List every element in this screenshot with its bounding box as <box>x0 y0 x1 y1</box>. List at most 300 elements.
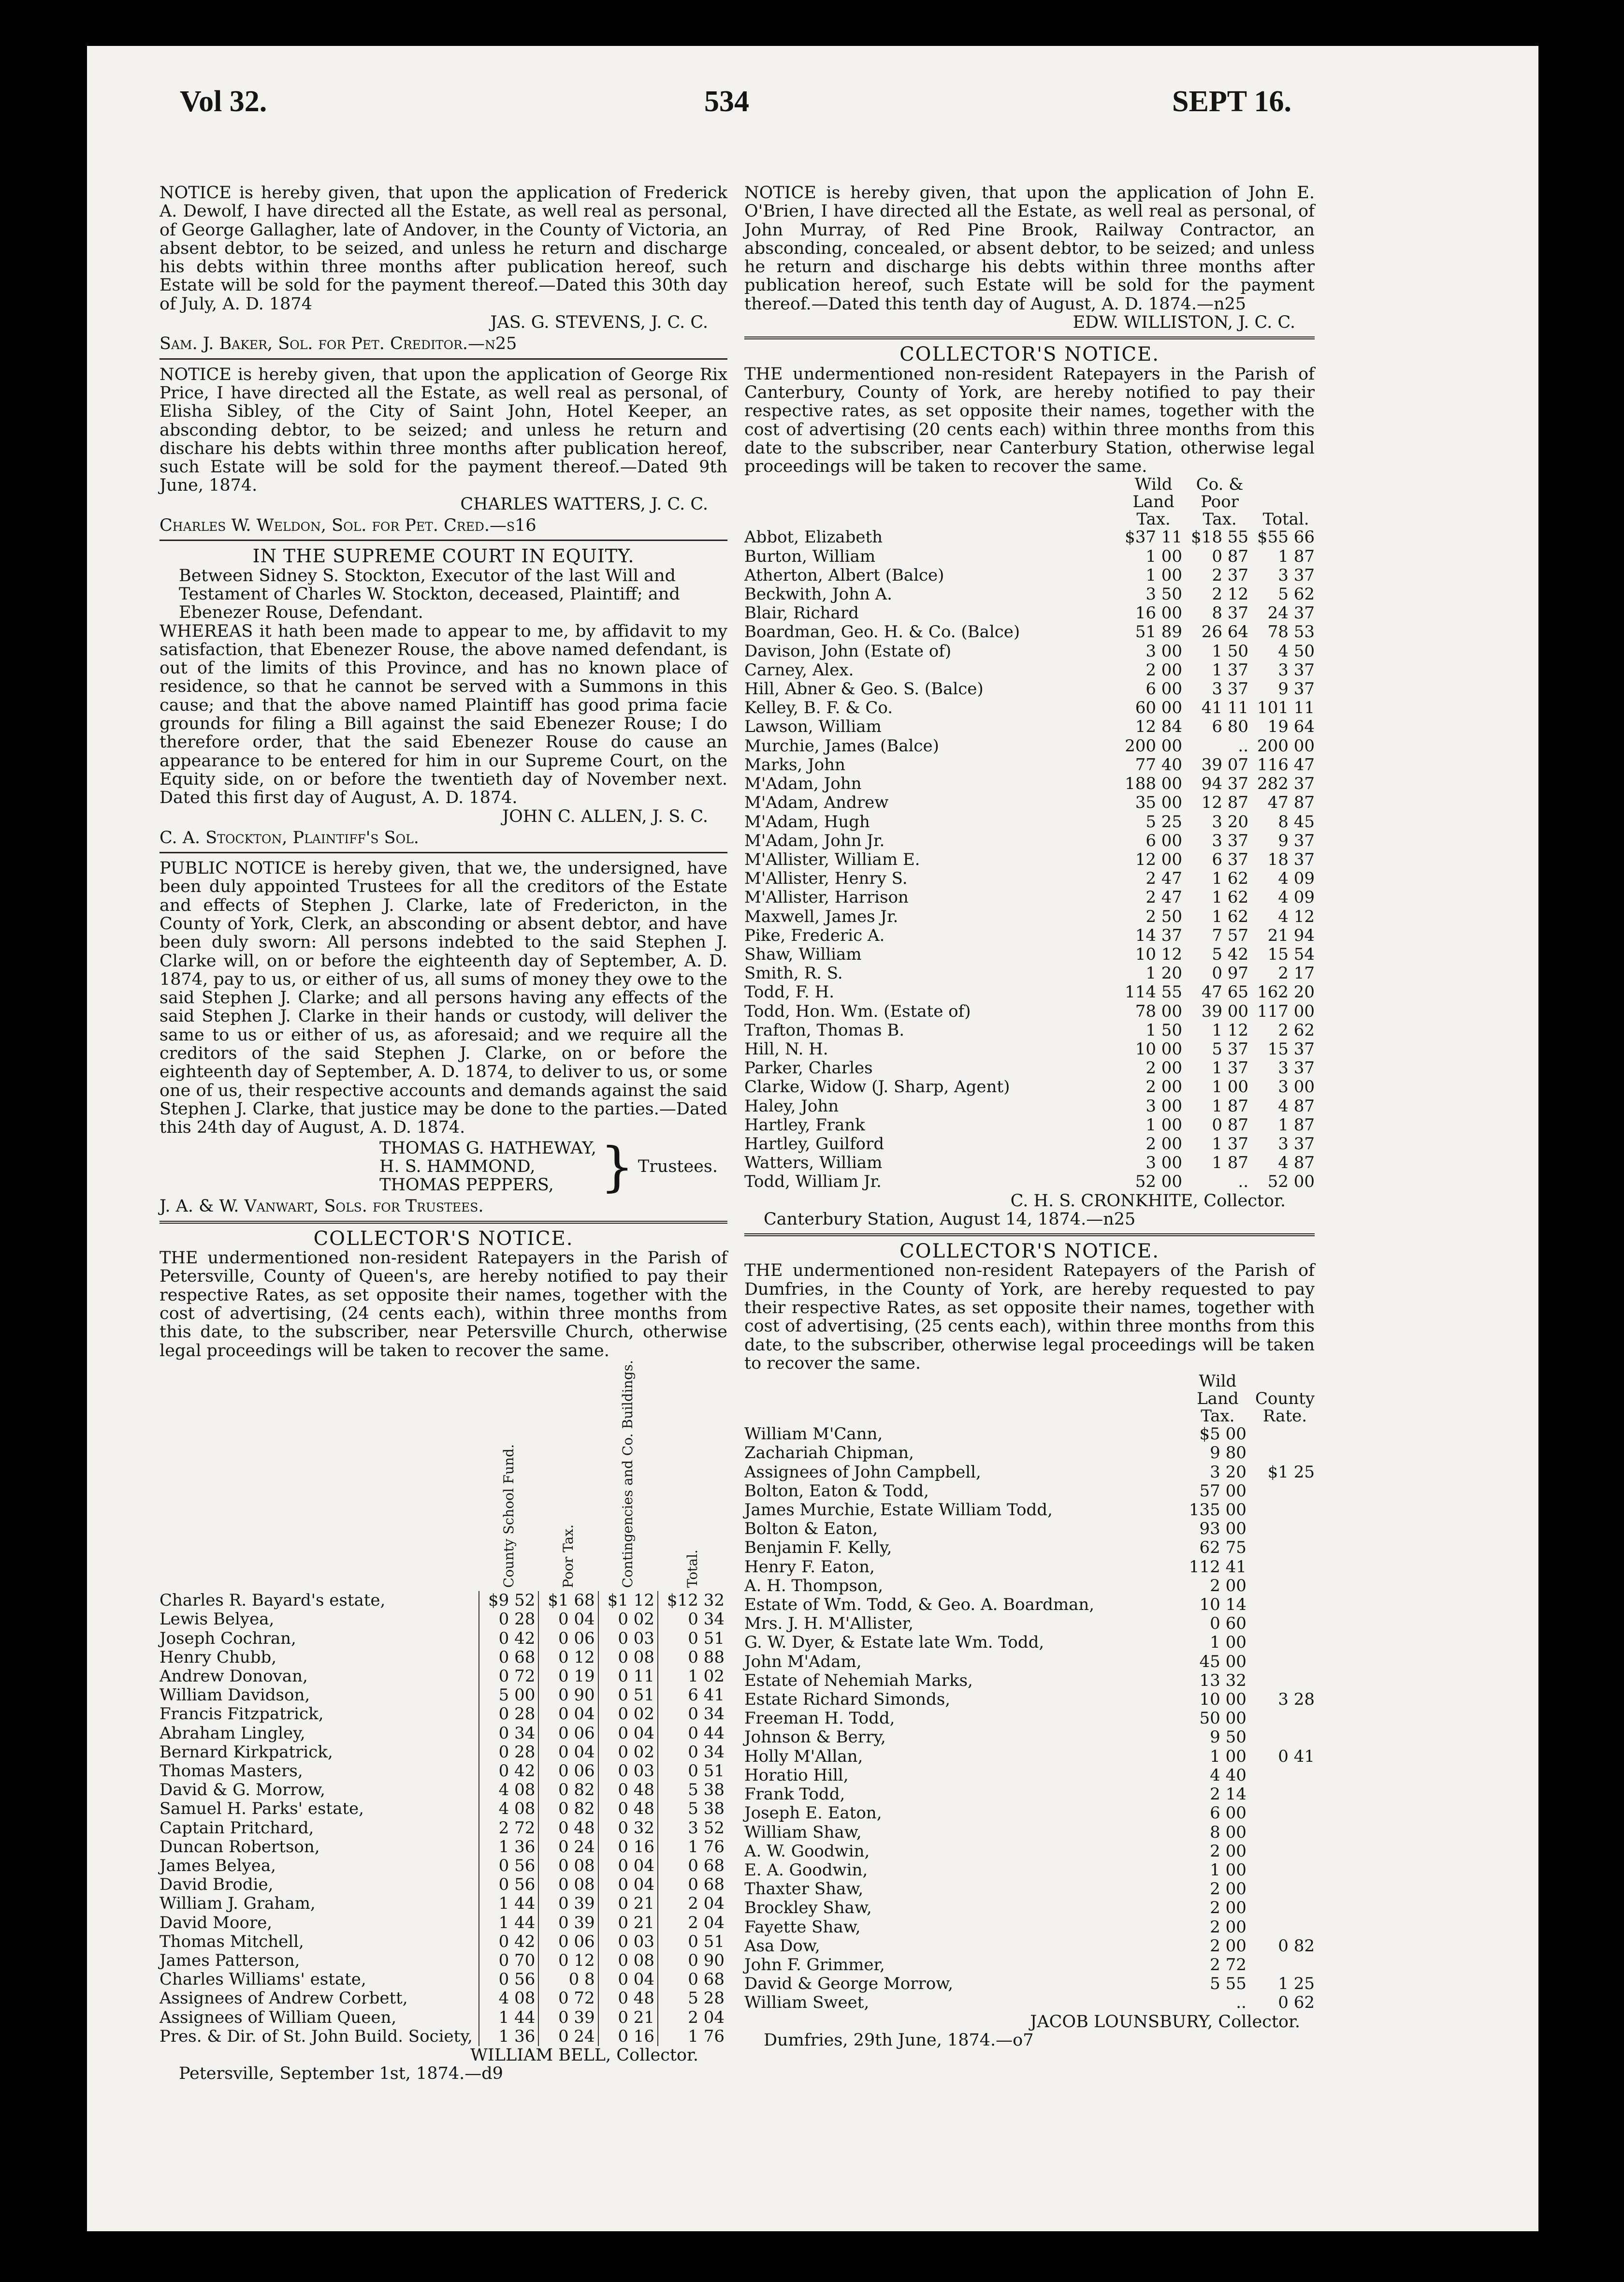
amount-cell: 2 50 <box>1146 907 1183 926</box>
amount-cell: 0 48 <box>538 1819 598 1838</box>
amount-cell: 0 70 <box>479 1951 538 1970</box>
amount-cell: 0 42 <box>479 1762 538 1781</box>
notice-dated: Dumfries, 29th June, 1874.—o7 <box>764 2030 1034 2050</box>
amount-cell <box>1247 1558 1315 1577</box>
ratepayer-name: Thaxter Shaw, <box>744 1879 864 1899</box>
notice-signature: CHARLES WATTERS, J. C. C. <box>460 494 708 514</box>
ratepayer-name: Samuel H. Parks' estate, <box>160 1799 364 1819</box>
amount-cell: 3 37 <box>1212 679 1249 699</box>
amount-cell: 0 04 <box>598 1724 658 1743</box>
notice-text: THE undermentioned non-resident Ratepayers of the Parish of Dumfries, in the County of York, are hereby requested to pay their respective Rates, as set opposite their names, together with cost of advertising, (25 cents each), within three months from this date, to the subscriber, otherwise legal proceedings will be taken to recover the same. <box>744 1261 1315 1373</box>
trustee-name: H. S. HAMMOND, <box>379 1156 536 1176</box>
amount-cell: 1 00 <box>1210 1746 1247 1766</box>
amount-cell: 0 72 <box>538 1989 598 2008</box>
amount-cell: 0 72 <box>479 1667 538 1686</box>
amount-cell: 0 24 <box>538 2027 598 2046</box>
amount-cell: 4 08 <box>479 1799 538 1818</box>
amount-cell: 0 56 <box>479 1970 538 1989</box>
ratepayer-name: William Shaw, <box>744 1822 862 1842</box>
amount-cell: 18 37 <box>1267 849 1315 869</box>
amount-cell <box>1247 1880 1315 1899</box>
amount-cell: 0 02 <box>598 1610 658 1629</box>
ratepayer-name: Todd, Hon. Wm. (Estate of) <box>744 1001 971 1021</box>
amount-cell: 0 68 <box>658 1857 727 1875</box>
table-row <box>744 1097 1315 1116</box>
ratepayer-name: Zachariah Chipman, <box>744 1443 914 1463</box>
ratepayer-name: Atherton, Albert (Balce) <box>744 565 944 585</box>
table-row <box>744 1463 1315 1482</box>
amount-cell: 1 44 <box>479 1914 538 1932</box>
ratepayer-name: William Sweet, <box>744 1993 870 2013</box>
divider <box>160 358 727 360</box>
brace-glyph: } <box>600 1135 634 1198</box>
amount-cell: 5 00 <box>479 1686 538 1705</box>
table-row <box>744 1804 1315 1823</box>
amount-cell: 2 00 <box>1210 1879 1247 1899</box>
table-row <box>160 1705 727 1724</box>
table-row <box>160 1875 727 1894</box>
table-row <box>160 2027 727 2046</box>
amount-cell: 162 20 <box>1257 982 1315 1002</box>
notice-signature: JAS. G. STEVENS, J. C. C. <box>490 313 708 333</box>
table-row <box>744 528 1315 547</box>
amount-cell: 21 94 <box>1267 925 1315 945</box>
amount-cell: 2 04 <box>658 2008 727 2027</box>
amount-cell: 0 34 <box>658 1705 727 1724</box>
divider <box>744 1233 1315 1236</box>
amount-cell: 5 62 <box>1278 585 1315 604</box>
column-header: Wild Land Tax. <box>1197 1372 1239 1426</box>
amount-cell: 10 12 <box>1135 944 1183 964</box>
table-row <box>744 1842 1315 1861</box>
table-row <box>744 680 1315 699</box>
ratepayer-name: Kelley, B. F. & Co. <box>744 698 893 718</box>
amount-cell: 1 37 <box>1212 1058 1249 1078</box>
amount-cell: 1 87 <box>1212 1153 1249 1173</box>
notice-solicitor: J. A. & W. Vanwart, Sols. for Trustees. <box>160 1197 484 1216</box>
ratepayer-name: M'Allister, Harrison <box>744 888 909 907</box>
table-row <box>744 1425 1315 1444</box>
amount-cell <box>1247 1538 1315 1557</box>
amount-cell: 1 62 <box>1212 869 1249 889</box>
amount-cell: 10 00 <box>1135 1039 1183 1059</box>
table-row <box>744 1993 1315 2012</box>
ratepayer-name: Marks, John <box>744 755 845 775</box>
notice-heading: IN THE SUPREME COURT IN EQUITY. <box>252 545 635 567</box>
amount-cell: 14 37 <box>1135 925 1183 945</box>
amount-cell: 12 87 <box>1201 793 1249 813</box>
amount-cell: 101 11 <box>1257 698 1315 718</box>
table-row <box>744 1444 1315 1463</box>
amount-cell: 60 00 <box>1135 698 1183 718</box>
table-row <box>744 1520 1315 1538</box>
amount-cell: 94 37 <box>1201 774 1249 794</box>
collector-signature: WILLIAM BELL, Collector. <box>470 2046 698 2065</box>
ratepayer-name: G. W. Dyer, & Estate late Wm. Todd, <box>744 1633 1044 1653</box>
amount-cell: $1 68 <box>538 1591 598 1610</box>
table-row <box>744 1002 1315 1021</box>
amount-cell: 0 12 <box>538 1951 598 1970</box>
amount-cell <box>1247 1766 1315 1785</box>
amount-cell: 15 37 <box>1267 1039 1315 1059</box>
trustees-label: Trustees. <box>638 1156 718 1176</box>
amount-cell: 0 04 <box>598 1875 658 1894</box>
amount-cell: 39 07 <box>1201 755 1249 775</box>
amount-cell: 2 47 <box>1146 869 1183 889</box>
table-row <box>744 1899 1315 1917</box>
amount-cell <box>1247 1444 1315 1463</box>
amount-cell: 1 25 <box>1278 1974 1315 1994</box>
amount-cell: 0 03 <box>598 1762 658 1781</box>
amount-cell: 1 02 <box>658 1667 727 1686</box>
table-row <box>744 1135 1315 1154</box>
amount-cell: 1 50 <box>1146 1020 1183 1040</box>
amount-cell: 0 68 <box>658 1970 727 1989</box>
amount-cell: 1 44 <box>479 1894 538 1913</box>
amount-cell: 2 00 <box>1146 1058 1183 1078</box>
table-row <box>744 1766 1315 1785</box>
page-number: 534 <box>704 85 749 118</box>
page-header <box>180 85 1291 143</box>
table-row <box>744 1633 1315 1652</box>
trustees-block <box>160 1135 727 1198</box>
amount-cell: 0 51 <box>658 1629 727 1648</box>
amount-cell <box>1247 1956 1315 1975</box>
amount-cell: 1 00 <box>1212 1077 1249 1097</box>
ratepayer-name: Maxwell, James Jr. <box>744 907 899 926</box>
ratepayer-name: Estate Richard Simonds, <box>744 1690 951 1710</box>
table-row <box>744 926 1315 945</box>
amount-cell: 0 56 <box>479 1857 538 1875</box>
ratepayer-name: Captain Pritchard, <box>160 1818 314 1838</box>
amount-cell: 1 62 <box>1212 907 1249 926</box>
notice-trustees <box>160 859 727 1216</box>
ratepayer-name: William Davidson, <box>160 1685 310 1705</box>
ratepayer-name: Bolton, Eaton & Todd, <box>744 1481 929 1501</box>
table-row <box>744 869 1315 888</box>
ratepayer-name: Watters, William <box>744 1153 883 1173</box>
left-column <box>160 184 727 2086</box>
amount-cell: 35 00 <box>1135 793 1183 813</box>
amount-cell: $9 52 <box>479 1591 538 1610</box>
ratepayer-name: Murchie, James (Balce) <box>744 736 939 756</box>
table-row <box>744 1614 1315 1633</box>
amount-cell: 0 21 <box>598 1894 658 1913</box>
notice-heading: COLLECTOR'S NOTICE. <box>899 1240 1160 1263</box>
amount-cell: 12 84 <box>1135 717 1183 737</box>
ratepayer-name: M'Adam, John <box>744 774 862 794</box>
notice-solicitor: C. A. Stockton, Plaintiff's Sol. <box>160 828 419 848</box>
ratepayer-name: Beckwith, John A. <box>744 585 892 604</box>
amount-cell: 0 39 <box>538 2008 598 2027</box>
table-row <box>744 1728 1315 1747</box>
amount-cell: 6 37 <box>1212 849 1249 869</box>
amount-cell <box>1247 1842 1315 1861</box>
amount-cell: 0 8 <box>538 1970 598 1989</box>
amount-cell: 1 36 <box>479 2027 538 2046</box>
collector-notice-petersville <box>160 1229 727 2083</box>
ratepayer-name: Holly M'Allan, <box>744 1746 863 1766</box>
amount-cell <box>1247 1482 1315 1501</box>
amount-cell: 2 14 <box>1210 1785 1247 1804</box>
amount-cell: 2 00 <box>1210 1576 1247 1595</box>
amount-cell: 1 00 <box>1146 565 1183 585</box>
amount-cell: 57 00 <box>1199 1481 1247 1501</box>
ratepayer-name: William J. Graham, <box>160 1894 316 1914</box>
amount-cell <box>1247 1899 1315 1917</box>
amount-cell: 4 09 <box>1278 869 1315 889</box>
amount-cell: 3 20 <box>1210 1462 1247 1482</box>
amount-cell: 3 37 <box>1278 565 1315 585</box>
amount-cell: 1 76 <box>658 1838 727 1857</box>
table-row <box>744 1671 1315 1690</box>
amount-cell: 0 87 <box>1212 546 1249 566</box>
amount-cell: 0 04 <box>598 1857 658 1875</box>
amount-cell <box>1247 1709 1315 1728</box>
amount-cell: 1 50 <box>1212 641 1249 661</box>
table-row <box>744 585 1315 604</box>
ratepayer-name: Pres. & Dir. of St. John Build. Society, <box>160 2026 473 2046</box>
amount-cell: 2 00 <box>1210 1917 1247 1937</box>
notice-dewolf <box>160 184 727 353</box>
amount-cell <box>1247 1614 1315 1633</box>
amount-cell: 4 50 <box>1278 641 1315 661</box>
table-row <box>160 1894 727 1913</box>
amount-cell: $18 55 <box>1191 527 1249 547</box>
ratepayer-name: Todd, F. H. <box>744 982 835 1002</box>
ratepayer-name: Parker, Charles <box>744 1058 873 1078</box>
table-row <box>744 1595 1315 1614</box>
amount-cell: 6 00 <box>1146 679 1183 699</box>
divider <box>744 336 1315 339</box>
table-row <box>744 850 1315 869</box>
table-row <box>744 1880 1315 1899</box>
amount-cell: 93 00 <box>1199 1519 1247 1539</box>
amount-cell: 52 00 <box>1267 1172 1315 1192</box>
ratepayer-name: William M'Cann, <box>744 1424 883 1444</box>
amount-cell: .. <box>1238 1172 1249 1192</box>
amount-cell: 2 00 <box>1146 1077 1183 1097</box>
amount-cell: 0 34 <box>479 1724 538 1743</box>
amount-cell: 4 08 <box>479 1989 538 2008</box>
table-row <box>744 1078 1315 1097</box>
amount-cell: 0 04 <box>538 1743 598 1762</box>
ratepayer-name: Johnson & Berry, <box>744 1727 886 1747</box>
table-row <box>744 547 1315 566</box>
amount-cell: 282 37 <box>1257 774 1315 794</box>
amount-cell: 0 11 <box>598 1667 658 1686</box>
amount-cell: 0 04 <box>538 1705 598 1724</box>
amount-cell: 2 72 <box>479 1819 538 1838</box>
amount-cell: 0 08 <box>538 1857 598 1875</box>
ratepayer-name: Assignees of Andrew Corbett, <box>160 1989 408 2008</box>
amount-cell: 6 41 <box>658 1686 727 1705</box>
amount-cell: 0 04 <box>538 1610 598 1629</box>
table-row <box>160 1838 727 1857</box>
table-row <box>160 1914 727 1932</box>
amount-cell: 47 87 <box>1267 793 1315 813</box>
column-header: Wild Land Tax. <box>1132 475 1174 529</box>
notice-text: PUBLIC NOTICE is hereby given, that we, the undersigned, have been duly appointed Trustees for all the creditors of the Estate and effects of Stephen J. Clarke, late of Fredericton, in the County of York, Clerk, an absconding or absent debtor, and have been duly sworn: All persons indebted to the said Stephen J. Clarke will, on or before the eighteenth day of September, A. D. 1874, pay to us, or either of us, all sums of money they owe to the said Stephen J. Clarke; and all persons having any effects of the said Stephen J. Clarke in their hands or custody, will deliver the same to us or either of us, as aforesaid; and we require all the creditors of the said Stephen J. Clarke, on or before the eighteenth day of September, A. D. 1874, to deliver to us, or some one of us, their respective accounts and demands against the said Stephen J. Clarke, that justice may be done to the parties.—Dated this 24th day of August, A. D. 1874. <box>160 859 727 1138</box>
table-row <box>744 1116 1315 1135</box>
ratepayer-name: James Patterson, <box>160 1951 300 1970</box>
collector-signature: C. H. S. CRONKHITE, Collector. <box>1010 1191 1286 1211</box>
ratepayer-name: A. W. Goodwin, <box>744 1841 870 1861</box>
collector-signature: JACOB LOUNSBURY, Collector. <box>1030 2012 1300 2032</box>
amount-cell: 0 90 <box>538 1686 598 1705</box>
amount-cell: 0 82 <box>1278 1936 1315 1956</box>
ratepayer-name: M'Adam, Andrew <box>744 793 889 813</box>
amount-cell: 0 16 <box>598 2027 658 2046</box>
amount-cell: 3 20 <box>1212 812 1249 832</box>
table-row <box>744 1785 1315 1804</box>
amount-cell: 2 00 <box>1210 1841 1247 1861</box>
amount-cell: 3 37 <box>1278 660 1315 680</box>
table-row <box>160 1857 727 1875</box>
amount-cell: 3 00 <box>1278 1077 1315 1097</box>
amount-cell: 0 08 <box>598 1951 658 1970</box>
amount-cell: 0 87 <box>1212 1115 1249 1135</box>
amount-cell: 0 51 <box>658 1932 727 1951</box>
amount-cell: 1 00 <box>1210 1860 1247 1880</box>
ratepayer-name: E. A. Goodwin, <box>744 1860 868 1880</box>
amount-cell <box>1247 1918 1315 1937</box>
ratepayer-name: M'Adam, John Jr. <box>744 831 885 850</box>
table-row <box>160 1819 727 1838</box>
ratepayer-name: Davison, John (Estate of) <box>744 641 952 661</box>
amount-cell: 0 03 <box>598 1932 658 1951</box>
amount-cell: 0 90 <box>658 1951 727 1970</box>
amount-cell: 2 12 <box>1212 585 1249 604</box>
ratepayer-name: Estate of Wm. Todd, & Geo. A. Boardman, <box>744 1595 1095 1615</box>
amount-cell: 1 44 <box>479 2008 538 2027</box>
table-row <box>160 1762 727 1781</box>
notice-dated: Petersville, September 1st, 1874.—d9 <box>179 2064 503 2084</box>
amount-cell: 5 25 <box>1146 812 1183 832</box>
divider <box>160 1221 727 1224</box>
amount-cell: 0 42 <box>479 1932 538 1951</box>
ratepayer-name: David Brodie, <box>160 1875 274 1895</box>
amount-cell: 1 36 <box>479 1838 538 1857</box>
notice-text: THE undermentioned non-resident Ratepayers in the Parish of Petersville, County of Queen's, are hereby notified to pay their respective Rates, as set opposite their names, together with the cost of advertising, (24 cents each), within three months from this date, to the subscriber, near Petersville Church, otherwise legal proceedings will be taken to recover the same. <box>160 1248 727 1360</box>
table-row <box>160 1970 727 1989</box>
amount-cell: 50 00 <box>1199 1709 1247 1728</box>
amount-cell: 5 55 <box>1210 1974 1247 1994</box>
table-row <box>744 623 1315 642</box>
notice-text: WHEREAS it hath been made to appear to me, by affidavit to my satisfaction, that Ebenezer Rouse, the above named defendant, is out of the limits of this Province, and has no known place of residence, so that he cannot be served with a Summons in this cause; and that the above named Plaintiff has good prima facie grounds for filing a Bill against the said Ebenezer Rouse; I do therefore order, that the said Ebenezer Rouse do cause an appearance to be entered for him in our Supreme Court, on the Equity side, on or before the twentieth day of November next. Dated this first day of August, A. D. 1874. <box>160 621 727 808</box>
ratepayer-name: Charles R. Bayard's estate, <box>160 1591 386 1610</box>
notice-parties: Between Sidney S. Stockton, Executor of the last Will and Testament of Charles W. Stockton, deceased, Plaintiff; and Ebenezer Rouse, Defendant. <box>179 566 680 623</box>
notice-price <box>160 366 727 535</box>
amount-cell: 117 00 <box>1257 1001 1315 1021</box>
amount-cell: 8 37 <box>1212 603 1249 623</box>
ratepayer-name: Shaw, William <box>744 944 862 964</box>
ratepayer-name: Joseph E. Eaton, <box>744 1803 882 1823</box>
table-row <box>744 983 1315 1002</box>
amount-cell: 0 34 <box>658 1743 727 1762</box>
ratepayer-name: Freeman H. Todd, <box>744 1709 895 1728</box>
table-row <box>160 1667 727 1686</box>
ratepayer-name: Francis Fitzpatrick, <box>160 1704 324 1724</box>
amount-cell: 3 00 <box>1146 1153 1183 1173</box>
amount-cell: 4 09 <box>1278 888 1315 907</box>
trustee-name: THOMAS PEPPERS, <box>379 1175 554 1195</box>
ratepayer-name: Andrew Donovan, <box>160 1666 308 1686</box>
amount-cell: 200 00 <box>1125 736 1183 756</box>
ratepayer-name: John F. Grimmer, <box>744 1955 885 1975</box>
amount-cell: 2 47 <box>1146 888 1183 907</box>
amount-cell: 0 21 <box>598 1914 658 1932</box>
amount-cell: 2 00 <box>1210 1898 1247 1918</box>
amount-cell: 0 39 <box>538 1894 598 1913</box>
amount-cell: 0 28 <box>479 1705 538 1724</box>
ratepayer-name: Thomas Masters, <box>160 1761 303 1781</box>
amount-cell: 114 55 <box>1125 982 1183 1002</box>
column-header: County Rate. <box>1255 1389 1315 1426</box>
amount-cell: 0 06 <box>538 1629 598 1648</box>
table-row <box>744 1172 1315 1191</box>
amount-cell: 2 00 <box>1146 1134 1183 1154</box>
notice-equity <box>160 547 727 847</box>
amount-cell: 5 28 <box>658 1989 727 2008</box>
amount-cell: 5 38 <box>658 1781 727 1799</box>
amount-cell <box>1247 1861 1315 1880</box>
amount-cell: 19 64 <box>1267 717 1315 737</box>
ratepayer-name: M'Adam, Hugh <box>744 812 870 832</box>
table-row <box>744 1040 1315 1059</box>
table-row <box>744 964 1315 983</box>
ratepayer-name: Burton, William <box>744 546 876 566</box>
table-row <box>160 1629 727 1648</box>
ratepayer-name: John M'Adam, <box>744 1652 862 1671</box>
amount-cell: 135 00 <box>1189 1500 1247 1520</box>
amount-cell: 0 68 <box>658 1875 727 1894</box>
amount-cell: 0 08 <box>598 1648 658 1667</box>
ratepayer-name: Haley, John <box>744 1096 839 1116</box>
table-row <box>744 1538 1315 1557</box>
divider <box>160 852 727 853</box>
table-row <box>744 1918 1315 1937</box>
amount-cell: 9 80 <box>1210 1443 1247 1463</box>
amount-cell: 0 12 <box>538 1648 598 1667</box>
amount-cell: 26 64 <box>1201 622 1249 642</box>
notice-text: THE undermentioned non-resident Ratepayers in the Parish of Canterbury, County of York, are hereby notified to pay their respective rates, as set opposite their names, together with the cost of advertising (20 cents each) within three months from this date to the subscriber, near Canterbury Station, otherwise legal proceedings will be taken to recover the same. <box>744 364 1315 477</box>
amount-cell: 4 87 <box>1278 1096 1315 1116</box>
table-row <box>160 1799 727 1818</box>
amount-cell: 0 48 <box>598 1799 658 1818</box>
amount-cell: 3 00 <box>1146 641 1183 661</box>
petersville-table <box>160 1360 727 2046</box>
notice-text: NOTICE is hereby given, that upon the application of Frederick A. Dewolf, I have directed all the Estate, as well real as personal, of George Gallagher, late of Andover, in the County of Victoria, an absent debtor, to be seized, and unless he return and discharge his debts within three months after publication hereof, such Estate will be sold for the payment thereof.—Dated this 30th day of July, A. D. 1874 <box>160 183 727 314</box>
amount-cell: 0 82 <box>538 1781 598 1799</box>
amount-cell: $55 66 <box>1257 527 1315 547</box>
amount-cell: 78 00 <box>1135 1001 1183 1021</box>
amount-cell: 0 02 <box>598 1705 658 1724</box>
amount-cell: 4 12 <box>1278 907 1315 926</box>
ratepayer-name: Frank Todd, <box>744 1785 845 1804</box>
ratepayer-name: Hill, N. H. <box>744 1039 828 1059</box>
table-row <box>744 1653 1315 1671</box>
amount-cell: 0 44 <box>658 1724 727 1743</box>
ratepayer-name: Clarke, Widow (J. Sharp, Agent) <box>744 1077 1010 1097</box>
ratepayer-name: David & George Morrow, <box>744 1974 954 1994</box>
amount-cell: 39 00 <box>1201 1001 1249 1021</box>
amount-cell <box>1247 1425 1315 1444</box>
table-row <box>744 907 1315 926</box>
amount-cell: 0 16 <box>598 1838 658 1857</box>
table-row <box>744 1558 1315 1577</box>
amount-cell: 0 19 <box>538 1667 598 1686</box>
